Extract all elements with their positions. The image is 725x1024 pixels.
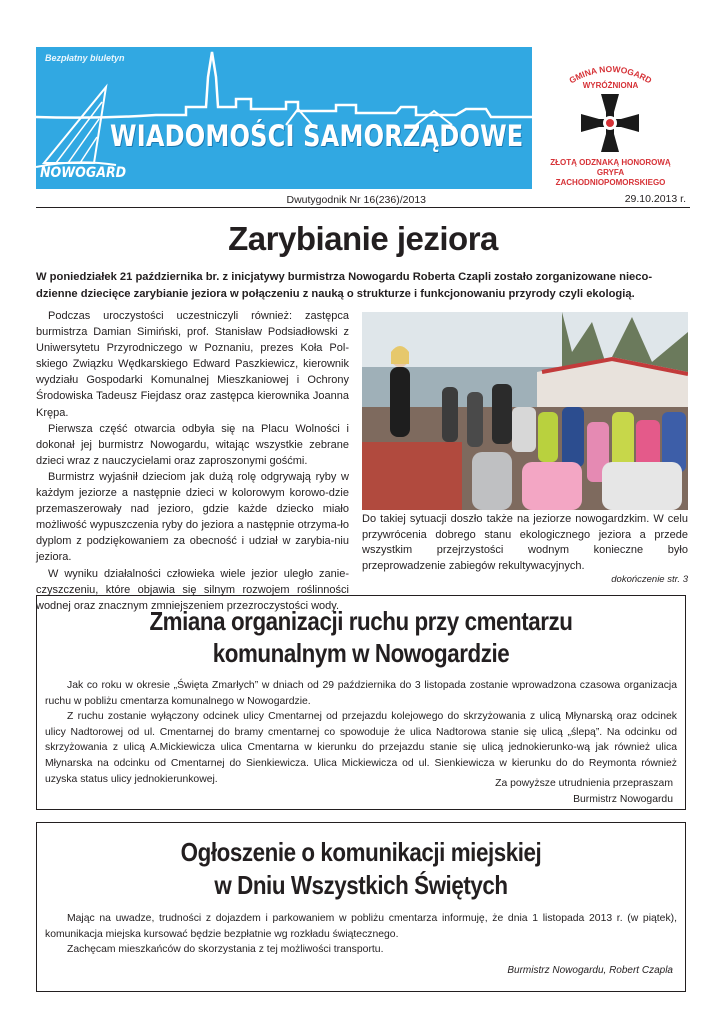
article-paragraph: Pierwsza część otwarcia odbyła się na Placu Wolności i dokonał jej burmistrz Nowogardu, witając wszystkie zebrane dzieci wraz z nauczycielami oraz zaproszonymi gośćmi. [36,422,349,467]
award-emblem [533,47,688,189]
continued-note: dokończenie str. 3 [611,574,688,585]
award-caption-line-3: ZACHODNIOPOMORSKIEGO [555,178,666,187]
traffic-notice-sign-line-1: Za powyższe utrudnienia przepraszam [495,778,673,789]
masthead-rule [36,207,690,208]
masthead-banner [36,47,532,189]
traffic-notice-paragraph: Jak co roku w okresie „Święta Zmarłych” w dniach od 29 października do 3 listopada zostanie wprowadzona czasowa organizacja ruchu w pobliżu cmentarza komunalnego w Nowogardzie. [45,680,677,707]
article-paragraph: W wyniku działalności człowieka wiele jezior uległo zanie-czyszczeniu, które objawia się silnym rozwojem roślinności wodnej oraz znacznym zmniejszeniem przezroczystości wody. [36,567,349,612]
transport-notice-paragraph: Zachęcam mieszkańców do skorzystania z tej możliwości transportu. [67,944,384,956]
transport-notice-title-line-1: Ogłoszenie o komunikacji miejskiej [180,837,542,867]
transport-notice-body [45,911,677,958]
issue-number: Dwutygodnik Nr 16(236)/2013 [286,194,426,206]
masthead-title: WIADOMOŚCI SAMORZĄDOWE [110,119,524,153]
transport-notice-signature: Burmistrz Nowogardu, Robert Czapla [507,965,673,976]
transport-notice-paragraph: Mając na uwadze, trudności z dojazdem i parkowaniem w pobliżu cmentarza informuję, że dnia 1 listopada 2013 r. (w piątek), komunikacja miejska kursować będzie bezpłatnie wg rozkładu świątecznego. [45,913,677,940]
photo-caption: Do takiej sytuacji doszło także na jeziorze nowogardzkim. W celu przywrócenia dobrego stanu ekologicznego jeziora a przede wszystkim przejrzystości wodnym konieczne było przeprowadzenie zabiegów rekultywacyjnych. [362,513,688,572]
traffic-notice-box [36,595,686,810]
traffic-notice-signature [373,776,673,807]
award-caption-line-2: GRYFA [596,168,625,177]
award-caption [533,158,688,188]
griffin-cross-icon [579,92,641,154]
article-lead: W poniedziałek 21 października br. z inicjatywy burmistrza Nowogardu Roberta Czapli zostało zorganizowane nieco-dzienne dziecięce zarybianie jeziora w połączeniu z nauką o strukturze i funkcjonowaniu przyrody czyli ekologią. [36,271,653,300]
traffic-notice-title-line-2: komunalnym w Nowogardzie [212,638,510,668]
article-paragraph: Podczas uroczystości uczestniczyli również: zastępca burmistrza Damian Simiński, prof. Stanisław Podsiadłowski z Uniwersytetu Przyrodniczego w Poznaniu, prezes Koła Pol-skiego Związku Wędkarskiego Edward Paszkiewicz, kierownik wydziału Gospodarki Komunalnej Mieszkaniowej i Ochrony Środowiska Tadeusz Fiejdasz oraz zastępca kierownika Joanna Krępa. [36,310,349,419]
masthead-town: NOWOGARD [40,165,127,181]
award-arc-text: GMINA NOWOGARD [567,63,654,86]
article-headline: Zarybianie jeziora [228,220,498,257]
traffic-notice-paragraph: Z ruchu zostanie wyłączony odcinek ulicy Cmentarnej od przejazdu kolejowego do skrzyżowania z ulicą Młynarską oraz odcinek ulicy Nadtorowej od ul. Cmentarnej do bramy cmentarnej co spowoduje że ulica Nadtorowa stanie się ulicą „ślepą”. Na odcinku od skrzyżowania z ulicą A.Mickiewicza ulica Cmentarna w kierunku do przejazdu stanie się ulicą jednokierunko-wą jak również ulica Młynarska na odcinku od Cmentarnej do Sienkiewicza. Ulica Mickiewicza od ul. Sienkiewicza w kierunku do do Reymonta również uzyska status ulicy jednokierunkowej. [45,711,677,785]
transport-notice-title-line-2: w Dniu Wszystkich Świętych [214,870,508,900]
article-body [36,308,349,614]
traffic-notice-title-line-1: Zmiana organizacji ruchu przy cmentarzu [149,606,573,636]
award-subtitle: WYRÓŻNIONA [582,81,639,90]
event-photo [362,312,688,510]
traffic-notice-sign-line-2: Burmistrz Nowogardu [573,793,673,805]
article-paragraph: Burmistrz wyjaśnił dzieciom jak dużą rolę odgrywają ryby w każdym jeziorze a następnie dzieci w kolorowym korowo-dzie przemaszerowały nad jezioro, gdzie każde dziecko miało możliwość wypuszczenia ryby do jeziora a następnie otrzyma-ło dyplom z podziękowaniem za obecność i udział w zarybia-niu jeziora. [36,470,349,564]
issue-date: 29.10.2013 r. [624,193,686,205]
free-bulletin-label: Bezpłatny biuletyn [45,53,125,63]
award-caption-line-1: ZŁOTĄ ODZNAKĄ HONOROWĄ [550,158,671,167]
traffic-notice-body [45,678,677,787]
transport-notice-box [36,822,686,992]
